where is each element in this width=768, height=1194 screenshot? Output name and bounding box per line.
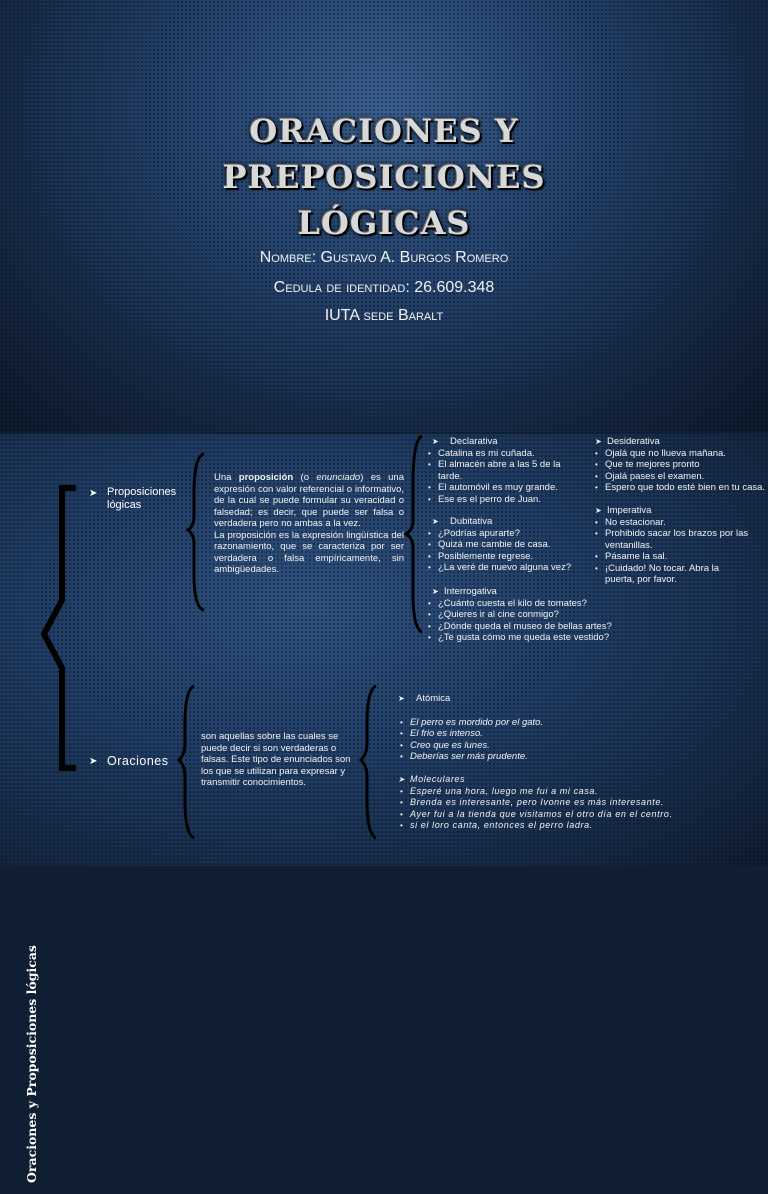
def-pre: Una (214, 472, 239, 483)
arrow-icon: ➤ (89, 488, 98, 499)
atomica-heading: ➤ Atómica (398, 693, 598, 705)
main-bracket (44, 488, 76, 768)
list-item: • Espero que todo esté bien en tu casa. (593, 482, 767, 494)
dubitativa-list (426, 528, 592, 574)
desiderativa-heading: ➤ Desiderativa (595, 436, 767, 448)
list-item: • El perro es mordido por el gato. (398, 717, 598, 729)
vertical-title: Oraciones y Proposiciones lógicas (24, 945, 39, 1183)
desiderativa-group (595, 436, 767, 494)
title-line-1: ORACIONES Y PREPOSICIONES (222, 112, 546, 196)
list-item: • Ojalá que no llueva mañana. (593, 448, 767, 460)
list-item: • Creo que es lunes. (398, 740, 598, 752)
dubitativa-heading: ➤ Dubitativa (432, 516, 592, 528)
list-item: • ¿Podrías apurarte? (426, 528, 592, 540)
moleculares-heading: ➤ Moleculares (398, 774, 688, 786)
list-item: • Ayer fui a la tienda que visitamos el otro día en el centro. (398, 809, 688, 821)
def-italic: enunciado (316, 472, 361, 483)
proposicion-definition (214, 472, 404, 576)
moleculares-group (398, 774, 688, 832)
list-item: • Brenda es interesante, pero Ivonne es más interesante. (398, 797, 688, 809)
list-item: • Esperé una hora, luego me fui a mi casa. (398, 786, 688, 798)
concept-map-slide (0, 434, 768, 1183)
def-post: ) es una expresión con valor referencial o informativo, de la cual se puede formular su veracidad o falsedad; es decir, que puede ser falsa o verdadera pero no ambas a la vez. (214, 472, 404, 529)
arrow-icon: ➤ (89, 756, 98, 767)
def-mid: (o (293, 472, 317, 483)
list-item: • Catalina es mi cuñada. (426, 448, 582, 460)
imperativa-group (595, 505, 760, 586)
bracket-proposiciones (188, 454, 204, 610)
list-item: • El automóvil es muy grande. (426, 482, 582, 494)
proposicion-definition-2: La proposición es la expresión lingüística del razonamiento, que se caracteriza por ser verdadera o falsa empíricamente, sin ambigüedades. (214, 529, 404, 575)
atomica-group (398, 693, 598, 763)
list-item: • No estacionar. (593, 517, 760, 529)
id-number: Cedula de identidad: 26.609.348 (273, 279, 495, 296)
author-name: Nombre: Gustavo A. Burgos Romero (259, 249, 509, 266)
declarativa-list (426, 448, 582, 506)
list-item: • ¿Te gusta cómo me queda este vestido? (426, 632, 632, 644)
label-proposiciones-line1: Proposiciones (107, 486, 177, 498)
list-item: • ¿Quieres ir al cine conmigo? (426, 609, 632, 621)
declarativa-heading: ➤ Declarativa (432, 436, 582, 448)
school-name: IUTA sede Baralt (324, 307, 444, 324)
list-item: • Posiblemente regrese. (426, 551, 592, 563)
interrogativa-group (432, 586, 632, 644)
list-item: • Ojalá pases el examen. (593, 471, 767, 483)
title-line-2: LÓGICAS (297, 204, 471, 242)
list-item: • Quizá me cambie de casa. (426, 539, 592, 551)
list-item: • Prohibido sacar los brazos por las ventanillas. (593, 528, 760, 551)
oraciones-definition: son aquellas sobre las cuales se puede decir si son verdaderas o falsas. Este tipo de enunciados son los que se utilizan para expresar y transmitir conocimientos. (201, 731, 351, 788)
list-item: • Pásame la sal. (593, 551, 760, 563)
list-item: • si el loro canta, entonces el perro ladra. (398, 820, 688, 832)
title-slide (0, 0, 768, 432)
moleculares-list (398, 786, 688, 832)
list-item: • ¿Dónde queda el museo de bellas artes? (426, 621, 632, 633)
list-item: • ¡Cuidado! No tocar. Abra la puerta, por favor. (593, 563, 723, 586)
list-item: • El frio es intenso. (398, 728, 598, 740)
interrogativa-list (426, 598, 632, 644)
list-item: • Ese es el perro de Juan. (426, 494, 582, 506)
list-item: • El almacén abre a las 5 de la tarde. (426, 459, 582, 482)
list-item: • ¿Cuánto cuesta el kilo de tomates? (426, 598, 632, 610)
atomica-list (398, 717, 598, 763)
bracket-tipos-oraciones (361, 686, 376, 838)
label-proposiciones (107, 486, 176, 512)
interrogativa-heading: ➤ Interrogativa (432, 586, 632, 598)
label-proposiciones-line2: lógicas (107, 499, 142, 511)
imperativa-heading: ➤ Imperativa (595, 505, 760, 517)
desiderativa-list (593, 448, 767, 494)
list-item: • Deberías ser más prudente. (398, 751, 598, 763)
presentation-title (84, 108, 684, 246)
declarativa-group (432, 436, 582, 505)
bracket-oraciones (179, 686, 194, 838)
imperativa-list (593, 517, 760, 586)
list-item: • Que te mejores pronto (593, 459, 767, 471)
dubitativa-group (432, 516, 592, 574)
list-item: • ¿La veré de nuevo alguna vez? (426, 562, 592, 574)
bracket-tipos (406, 436, 422, 632)
def-bold: proposición (238, 472, 294, 483)
label-oraciones: Oraciones (107, 754, 169, 768)
